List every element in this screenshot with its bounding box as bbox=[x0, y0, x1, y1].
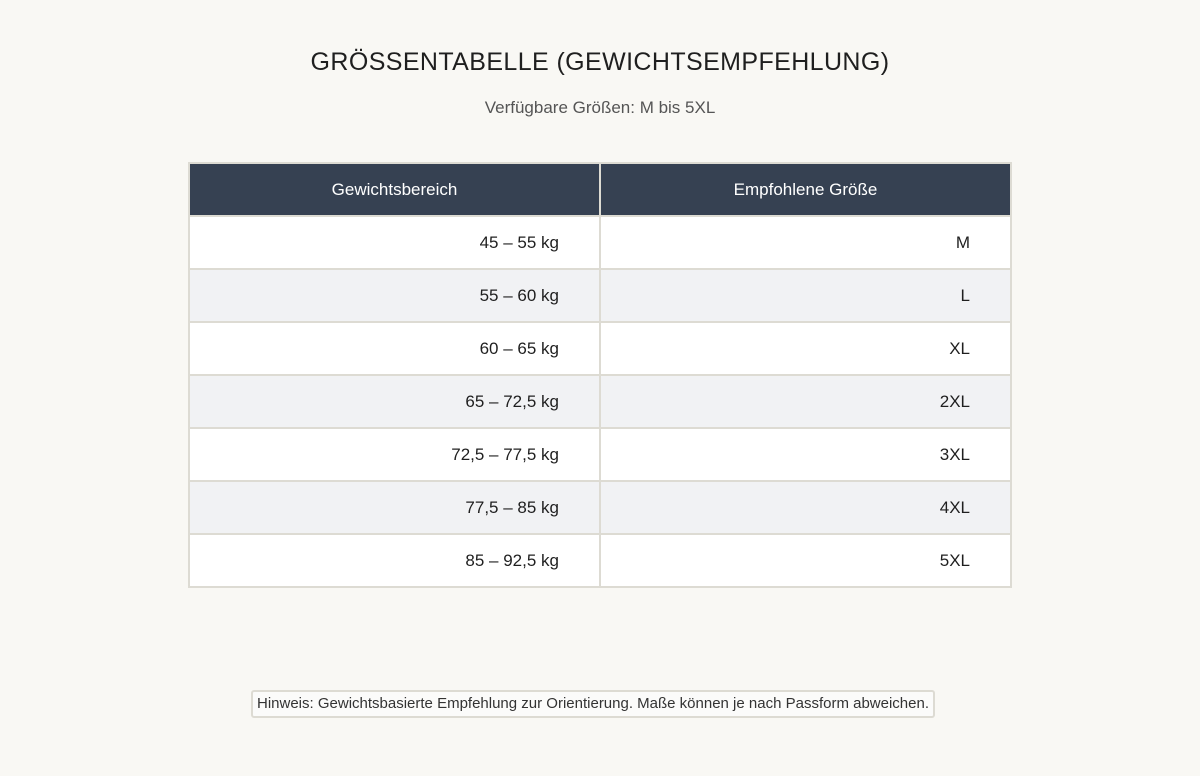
table-row bbox=[189, 216, 1011, 269]
size-table bbox=[188, 162, 1012, 588]
table-header-row bbox=[189, 163, 1011, 216]
table-row bbox=[189, 481, 1011, 534]
size-cell: 4XL bbox=[600, 481, 1011, 534]
size-cell: XL bbox=[600, 322, 1011, 375]
hint-note: Hinweis: Gewichtsbasierte Empfehlung zur Orientierung. Maße können je nach Passform abweichen. bbox=[251, 690, 935, 718]
size-cell: 2XL bbox=[600, 375, 1011, 428]
weight-cell: 72,5 – 77,5 kg bbox=[189, 428, 600, 481]
table-row bbox=[189, 322, 1011, 375]
weight-cell: 77,5 – 85 kg bbox=[189, 481, 600, 534]
table-row bbox=[189, 534, 1011, 587]
weight-cell: 65 – 72,5 kg bbox=[189, 375, 600, 428]
weight-cell: 85 – 92,5 kg bbox=[189, 534, 600, 587]
size-cell: 3XL bbox=[600, 428, 1011, 481]
table-row bbox=[189, 269, 1011, 322]
weight-cell: 45 – 55 kg bbox=[189, 216, 600, 269]
page-title: GRÖSSENTABELLE (GEWICHTSEMPFEHLUNG) bbox=[310, 48, 890, 76]
weight-cell: 60 – 65 kg bbox=[189, 322, 600, 375]
table-row bbox=[189, 428, 1011, 481]
size-cell: M bbox=[600, 216, 1011, 269]
page-subtitle: Verfügbare Größen: M bis 5XL bbox=[484, 98, 716, 117]
table-row bbox=[189, 375, 1011, 428]
size-cell: L bbox=[600, 269, 1011, 322]
size-cell: 5XL bbox=[600, 534, 1011, 587]
column-header-weight: Gewichtsbereich bbox=[189, 163, 600, 216]
weight-cell: 55 – 60 kg bbox=[189, 269, 600, 322]
column-header-size: Empfohlene Größe bbox=[600, 163, 1011, 216]
